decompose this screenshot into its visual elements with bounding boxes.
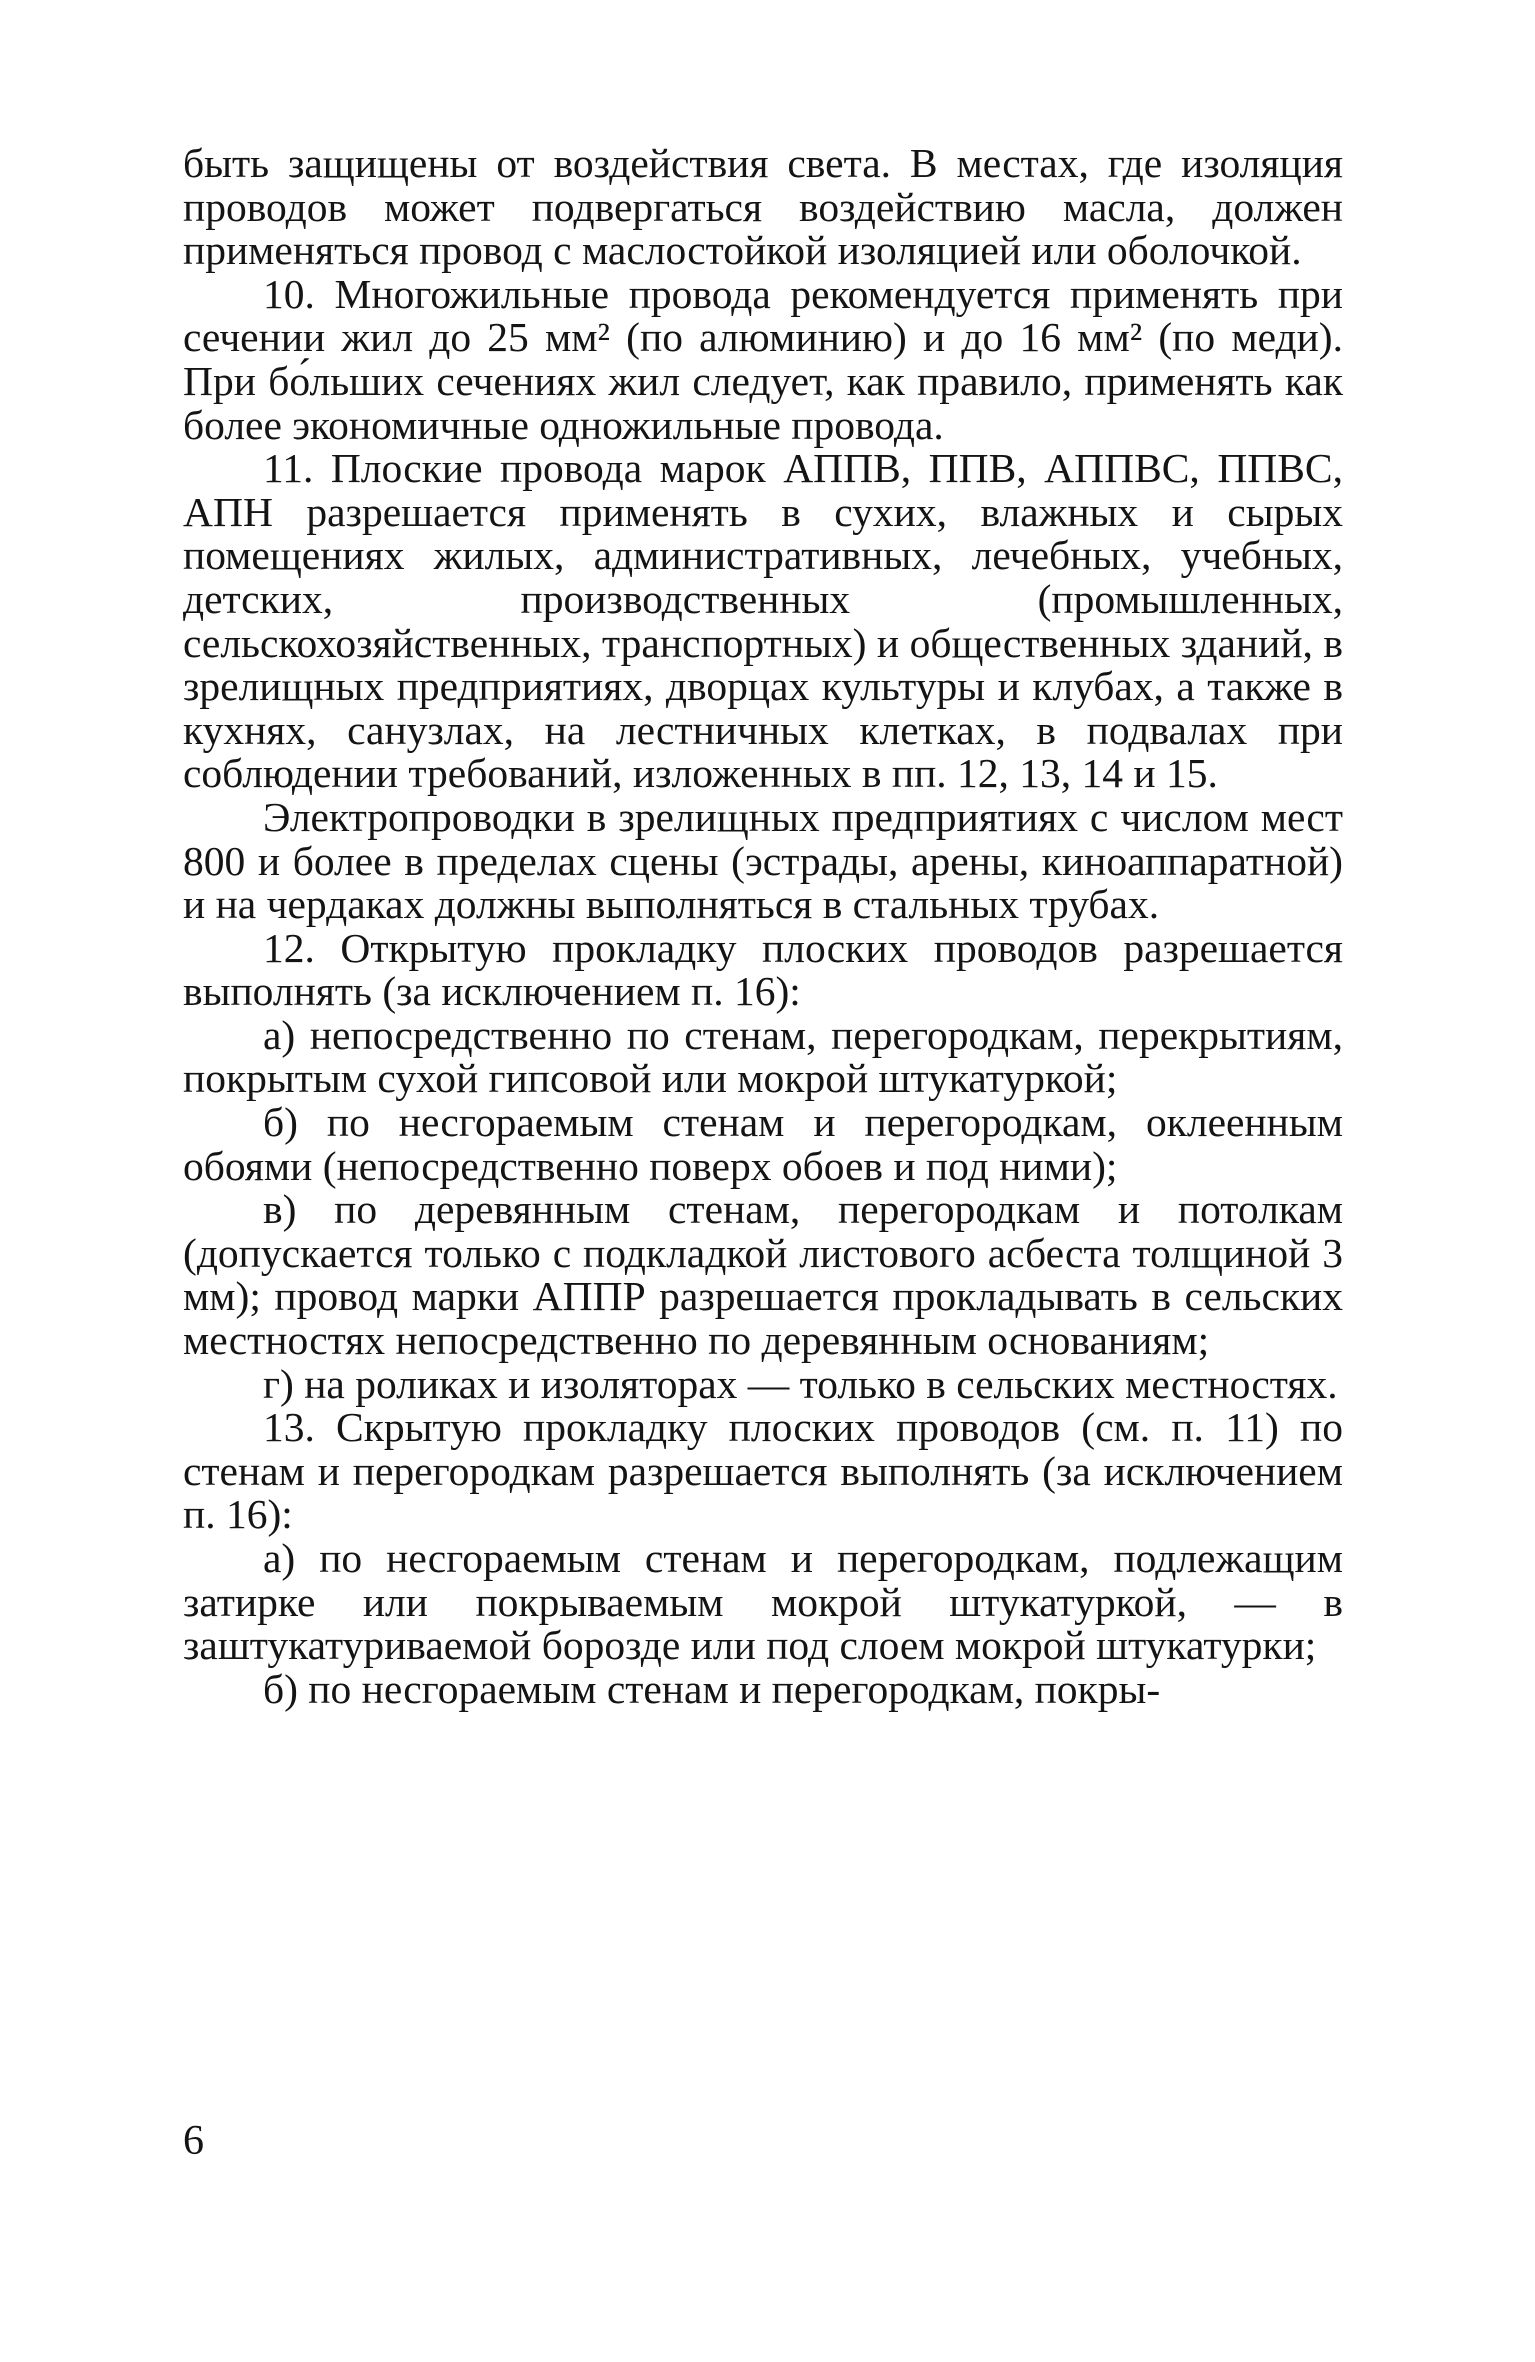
paragraph-item-13a: а) по несгораемым стенам и перегородкам, подлежащим затирке или покрываемым мокрой штукатуркой, — в заштукатуриваемой борозде или под слоем мокрой штукатурки; xyxy=(183,1535,1343,1669)
paragraph-item-12a: а) непосредственно по стенам, перегородкам, перекрытиям, покрытым сухой гипсовой или мокрой штукатуркой; xyxy=(183,1011,1343,1102)
paragraph-item-12b: б) по несгораемым стенам и перегородкам, оклеенным обоями (непосредственно поверх обоев и под ними); xyxy=(183,1099,1343,1189)
paragraph-item-12g: г) на роликах и изоляторах — только в сельских местностях. xyxy=(263,1360,1338,1407)
body-text xyxy=(183,142,1343,1711)
page-number: 6 xyxy=(183,2118,204,2164)
paragraph-theatre-wiring: Электропроводки в зрелищных предприятиях с числом мест 800 и более в пределах сцены (эстрады, арены, киноаппаратной) и на чердаках должны выполняться в стальных трубах. xyxy=(183,793,1343,928)
paragraph-item-11: 11. Плоские провода марок АППВ, ППВ, АППВС, ППВС, АПН разрешается применять в сухих, влажных и сырых помещениях жилых, административных, лечебных, учебных, детских, производственных (промышленных, сельскохозяйственных, транспортных) и общественных зданий, в зрелищных предприятиях, дворцах культуры и клубах, а также в кухнях, санузлах, на лестничных клетках, в подвалах при соблюдении требований, изложенных в пп. 12, 13, 14 и 15. xyxy=(183,445,1343,797)
paragraph-continuation: быть защищены от воздействия света. В местах, где изоляция проводов может подвергаться воздействию масла, должен применяться провод с маслостойкой изоляцией или оболочкой. xyxy=(183,140,1343,274)
paragraph-item-10: 10. Многожильные провода рекомендуется применять при сечении жил до 25 мм² (по алюминию) и до 16 мм² (по меди). При бо́льших сечениях жил следует, как правило, применять как более экономичные одножильные провода. xyxy=(183,270,1343,448)
paragraph-item-12v: в) по деревянным стенам, перегородкам и потолкам (допускается только с подкладкой листового асбеста толщиной 3 мм); провод марки АППР разрешается прокладывать в сельских местностях непосредственно по деревянным основаниям; xyxy=(183,1186,1343,1364)
paragraph-item-12: 12. Открытую прокладку плоских проводов разрешается выполнять (за исключением п. 16): xyxy=(183,924,1343,1015)
paragraph-item-13: 13. Скрытую прокладку плоских проводов (см. п. 11) по стенам и перегородкам разрешается выполнять (за исключением п. 16): xyxy=(183,1404,1343,1538)
paragraph-item-13b: б) по несгораемым стенам и перегородкам, покры- xyxy=(263,1665,1161,1712)
